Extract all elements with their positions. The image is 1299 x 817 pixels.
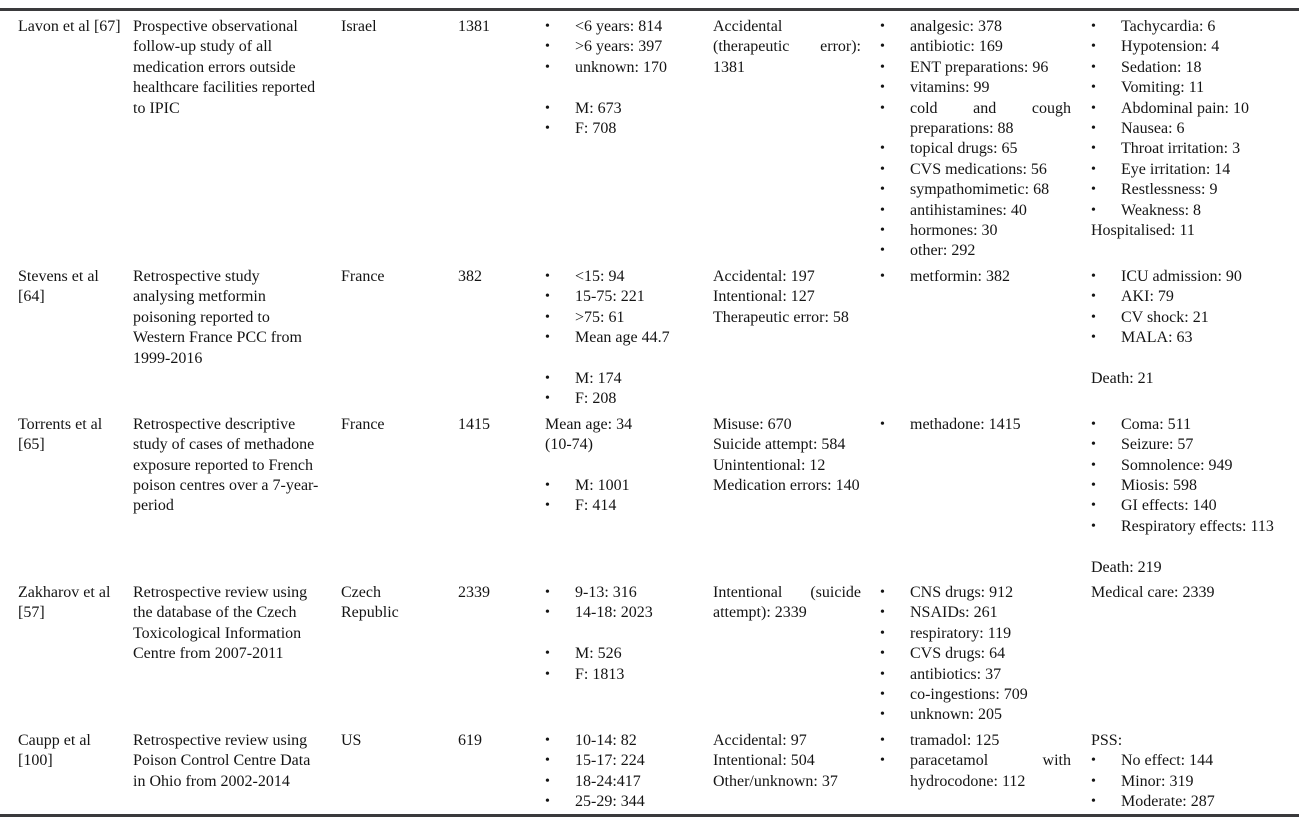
list-item	[1091, 267, 1295, 287]
bullet-icon: •	[1091, 100, 1096, 116]
study-citation: Caupp et al [100]	[18, 731, 91, 770]
list-item	[545, 99, 695, 119]
list-item	[545, 308, 695, 328]
bullet-icon: •	[880, 80, 885, 96]
cell-exposure	[705, 10, 875, 267]
bullet-icon: •	[1091, 794, 1096, 809]
list-item	[1091, 456, 1295, 476]
study-country: US	[341, 731, 362, 749]
list-item	[1091, 139, 1295, 159]
list-item	[545, 58, 695, 78]
text-line: Mean age: 34	[545, 415, 633, 433]
list-item-label: Miosis: 598	[1121, 476, 1198, 494]
cell-description	[133, 10, 341, 267]
cell-drugs	[875, 583, 1085, 731]
bullet-icon: •	[545, 330, 550, 346]
list-item	[1091, 17, 1295, 37]
list-item	[880, 267, 1071, 287]
list-item	[880, 415, 1071, 435]
cell-n	[458, 10, 530, 267]
list-item-label: co-ingestions: 709	[910, 685, 1028, 703]
study-country: Israel	[341, 18, 377, 35]
list-item-label: paracetamol with hydrocodone: 112	[910, 752, 1071, 790]
list-item	[880, 685, 1071, 705]
table-row	[0, 731, 1299, 816]
list-item-label: 14-18: 2023	[575, 604, 653, 622]
list-item	[880, 241, 1071, 261]
list-item	[545, 476, 695, 496]
cell-age-sex	[530, 415, 705, 583]
exposure-line: Other/unknown: 37	[713, 772, 838, 790]
bullet-icon: •	[545, 268, 550, 284]
cell-study	[0, 731, 133, 816]
list-item-label: Eye irritation: 14	[1121, 160, 1231, 178]
cell-study	[0, 267, 133, 415]
studies-table-body	[0, 10, 1299, 816]
bullet-icon: •	[880, 100, 885, 116]
list-item-label: antibiotic: 169	[910, 38, 1003, 56]
bullet-icon: •	[545, 794, 550, 809]
list-item-label: Restlessness: 9	[1121, 181, 1218, 199]
cell-age-sex	[530, 10, 705, 267]
bullet-icon: •	[545, 753, 550, 769]
study-sample-size: 1381	[458, 18, 490, 35]
exposure-line: Medication errors: 140	[713, 476, 860, 494]
bullet-icon: •	[1091, 182, 1096, 198]
list-item	[545, 287, 695, 307]
list-item-label: <6 years: 814	[575, 18, 663, 35]
list-item-label: Mean age 44.7	[575, 329, 670, 347]
exposure-line: Intentional: 504	[713, 752, 815, 770]
list-item-label: 15-75: 221	[575, 288, 645, 306]
list-item	[1091, 496, 1295, 516]
cell-description	[133, 583, 341, 731]
list-item	[1091, 37, 1295, 57]
study-sample-size: 382	[458, 267, 482, 285]
list-item-label: M: 174	[575, 369, 622, 387]
bullet-icon: •	[1091, 773, 1096, 789]
blank-line	[545, 349, 695, 369]
bullet-icon: •	[880, 223, 885, 239]
bullet-icon: •	[545, 391, 550, 407]
bullet-icon: •	[880, 625, 885, 641]
list-item	[1091, 772, 1295, 792]
list-item	[880, 78, 1071, 98]
list-item	[880, 624, 1071, 644]
bullet-icon: •	[545, 121, 550, 137]
list-item-label: ENT preparations: 96	[910, 58, 1049, 76]
cell-study	[0, 415, 133, 583]
list-item-label: Moderate: 287	[1121, 793, 1215, 810]
exposure-line: Intentional: 127	[713, 288, 815, 306]
bullet-icon: •	[545, 39, 550, 55]
list-item	[545, 267, 695, 287]
study-sample-size: 619	[458, 731, 482, 749]
list-item-label: F: 414	[575, 497, 617, 515]
cell-exposure	[705, 583, 875, 731]
list-item-label: respiratory: 119	[910, 624, 1012, 642]
bullet-icon: •	[1091, 498, 1096, 514]
list-item-label: 10-14: 82	[575, 731, 637, 749]
study-description: Retrospective descriptive study of cases of methadone exposure reported to French poison centres over a 7-year-period	[133, 415, 319, 515]
list-item-label: M: 526	[575, 645, 622, 663]
bullet-icon: •	[545, 666, 550, 682]
list-item	[880, 603, 1071, 623]
list-item	[545, 665, 695, 685]
cell-description	[133, 415, 341, 583]
cell-n	[458, 731, 530, 816]
bullet-icon: •	[1091, 268, 1096, 284]
bullet-icon: •	[545, 732, 550, 748]
bullet-icon: •	[880, 666, 885, 682]
list-item-label: Hypotension: 4	[1121, 38, 1220, 56]
list-item	[545, 751, 695, 771]
study-description: Retrospective review using Poison Control Centre Data in Ohio from 2002-2014	[133, 731, 311, 790]
study-citation: Zakharov et al [57]	[18, 583, 111, 622]
list-item-label: 18-24:417	[575, 772, 641, 790]
list-item	[880, 583, 1071, 603]
exposure-line: Accidental (therapeutic error): 1381	[713, 18, 861, 76]
bullet-icon: •	[880, 753, 885, 769]
text-line: Medical care: 2339	[1091, 583, 1215, 601]
cell-n	[458, 583, 530, 731]
list-item	[545, 792, 695, 812]
bullet-icon: •	[1091, 437, 1096, 453]
list-item	[545, 328, 695, 348]
list-item-label: metformin: 382	[910, 267, 1010, 285]
bullet-icon: •	[880, 59, 885, 75]
list-item-label: Seizure: 57	[1121, 436, 1194, 454]
blank-line	[1091, 349, 1295, 369]
list-item-label: MALA: 63	[1121, 329, 1193, 347]
cell-outcomes	[1085, 10, 1299, 267]
list-item-label: CVS medications: 56	[910, 160, 1047, 178]
list-item-label: 15-17: 224	[575, 752, 645, 770]
cell-outcomes	[1085, 583, 1299, 731]
table-row	[0, 415, 1299, 583]
exposure-line: Accidental: 97	[713, 731, 807, 749]
list-item	[880, 17, 1071, 37]
cell-drugs	[875, 415, 1085, 583]
list-item-label: GI effects: 140	[1121, 497, 1217, 515]
list-item-label: F: 1813	[575, 665, 625, 683]
list-item-label: CVS drugs: 64	[910, 645, 1006, 663]
bullet-icon: •	[1091, 80, 1096, 96]
list-item-label: hormones: 30	[910, 222, 998, 240]
list-item	[545, 644, 695, 664]
list-item	[545, 37, 695, 57]
cell-exposure	[705, 415, 875, 583]
list-item	[1091, 435, 1295, 455]
study-sample-size: 2339	[458, 583, 490, 601]
table-row	[0, 583, 1299, 731]
blank-line	[1091, 537, 1295, 557]
list-item-label: 9-13: 316	[575, 583, 637, 601]
bullet-icon: •	[545, 100, 550, 116]
list-item-label: Tachycardia: 6	[1121, 18, 1216, 35]
list-item	[1091, 415, 1295, 435]
bullet-icon: •	[545, 19, 550, 34]
cell-age-sex	[530, 731, 705, 816]
study-country: Czech Republic	[341, 583, 399, 622]
bullet-icon: •	[880, 19, 885, 34]
exposure-line: Intentional (suicide attempt): 2339	[713, 583, 861, 622]
bullet-icon: •	[1091, 202, 1096, 218]
bullet-icon: •	[1091, 39, 1096, 55]
text-line: PSS:	[1091, 731, 1123, 749]
list-item	[1091, 517, 1295, 537]
bullet-icon: •	[545, 289, 550, 305]
bullet-icon: •	[880, 202, 885, 218]
bullet-icon: •	[880, 39, 885, 55]
list-item-label: NSAIDs: 261	[910, 604, 998, 622]
cell-exposure	[705, 267, 875, 415]
cell-age-sex	[530, 583, 705, 731]
bullet-icon: •	[1091, 19, 1096, 34]
bullet-icon: •	[880, 584, 885, 600]
bullet-icon: •	[880, 161, 885, 177]
bullet-icon: •	[1091, 309, 1096, 325]
bullet-icon: •	[880, 686, 885, 702]
study-description: Retrospective study analysing metformin poisoning reported to Western France PCC from 1999-2016	[133, 267, 302, 367]
list-item	[880, 37, 1071, 57]
exposure-line: Unintentional: 12	[713, 456, 826, 474]
bullet-icon: •	[1091, 416, 1096, 432]
list-item	[545, 496, 695, 516]
bullet-icon: •	[1091, 141, 1096, 157]
list-item	[880, 665, 1071, 685]
list-item-label: Throat irritation: 3	[1121, 140, 1241, 158]
list-item	[880, 705, 1071, 725]
bullet-icon: •	[1091, 518, 1096, 534]
blank-line	[545, 78, 695, 98]
bullet-icon: •	[545, 605, 550, 621]
list-item-label: >6 years: 397	[575, 38, 663, 56]
list-item-label: unknown: 205	[910, 706, 1002, 724]
list-item	[545, 772, 695, 792]
list-item	[880, 644, 1071, 664]
study-description: Prospective observational follow-up study of all medication errors outside healthcare facilities reported to IPIC	[133, 18, 316, 117]
bullet-icon: •	[545, 370, 550, 386]
list-item-label: ICU admission: 90	[1121, 267, 1242, 285]
bullet-icon: •	[880, 182, 885, 198]
cell-drugs	[875, 10, 1085, 267]
list-item	[1091, 751, 1295, 771]
exposure-line: Misuse: 670	[713, 415, 792, 433]
bullet-icon: •	[545, 498, 550, 514]
bullet-icon: •	[880, 243, 885, 259]
table-row	[0, 267, 1299, 415]
cell-country	[341, 267, 458, 415]
list-item-label: Weakness: 8	[1121, 201, 1202, 219]
bullet-icon: •	[880, 707, 885, 723]
study-citation: Stevens et al [64]	[18, 267, 99, 306]
cell-description	[133, 267, 341, 415]
bullet-icon: •	[1091, 121, 1096, 137]
text-line: (10-74)	[545, 436, 593, 454]
cell-drugs	[875, 731, 1085, 816]
list-item	[1091, 792, 1295, 812]
bullet-icon: •	[1091, 59, 1096, 75]
exposure-line: Accidental: 197	[713, 267, 815, 285]
list-item-label: F: 208	[575, 390, 617, 408]
bullet-icon: •	[1091, 330, 1096, 346]
list-item-label: M: 1001	[575, 476, 630, 494]
studies-table	[0, 8, 1299, 817]
list-item-label: Respiratory effects: 113	[1121, 517, 1274, 535]
bullet-icon: •	[880, 646, 885, 662]
bullet-icon: •	[1091, 477, 1096, 493]
list-item-label: No effect: 144	[1121, 752, 1214, 770]
bullet-icon: •	[545, 584, 550, 600]
study-sample-size: 1415	[458, 415, 490, 433]
list-item	[545, 389, 695, 409]
bullet-icon: •	[880, 416, 885, 432]
list-item-label: >75: 61	[575, 308, 625, 326]
exposure-line: Therapeutic error: 58	[713, 308, 849, 326]
list-item-label: Sedation: 18	[1121, 58, 1202, 76]
bullet-icon: •	[1091, 457, 1096, 473]
cell-description	[133, 731, 341, 816]
list-item-label: <15: 94	[575, 267, 625, 285]
list-item	[1091, 160, 1295, 180]
list-item-label: vitamins: 99	[910, 79, 990, 97]
list-item-label: AKI: 79	[1121, 288, 1174, 306]
list-item-label: M: 673	[575, 99, 622, 117]
list-item-label: antihistamines: 40	[910, 201, 1027, 219]
list-item	[1091, 308, 1295, 328]
cell-age-sex	[530, 267, 705, 415]
list-item	[545, 583, 695, 603]
list-item-label: F: 708	[575, 120, 617, 138]
study-country: France	[341, 267, 385, 285]
list-item	[880, 99, 1071, 140]
list-item-label: 25-29: 344	[575, 793, 645, 810]
list-item	[880, 139, 1071, 159]
list-item-label: CV shock: 21	[1121, 308, 1209, 326]
bullet-icon: •	[545, 773, 550, 789]
list-item-label: antibiotics: 37	[910, 665, 1002, 683]
cell-exposure	[705, 731, 875, 816]
list-item-label: Minor: 319	[1121, 772, 1194, 790]
list-item-label: cold and cough preparations: 88	[910, 99, 1071, 138]
list-item-label: Nausea: 6	[1121, 120, 1185, 138]
bullet-icon: •	[545, 477, 550, 493]
list-item	[1091, 119, 1295, 139]
list-item-label: analgesic: 378	[910, 18, 1002, 35]
cell-country	[341, 415, 458, 583]
list-item	[1091, 58, 1295, 78]
list-item	[1091, 201, 1295, 221]
bullet-icon: •	[880, 605, 885, 621]
list-item-label: topical drugs: 65	[910, 140, 1018, 158]
cell-n	[458, 267, 530, 415]
study-description: Retrospective review using the database of the Czech Toxicological Information Centre from 2007-2011	[133, 583, 308, 663]
cell-study	[0, 583, 133, 731]
study-citation: Torrents et al [65]	[18, 415, 103, 454]
study-citation: Lavon et al [67]	[18, 18, 121, 35]
bullet-icon: •	[1091, 289, 1096, 305]
list-item	[880, 221, 1071, 241]
cell-outcomes	[1085, 731, 1299, 816]
bullet-icon: •	[880, 732, 885, 748]
list-item	[1091, 180, 1295, 200]
list-item	[880, 58, 1071, 78]
list-item-label: other: 292	[910, 242, 976, 260]
cell-outcomes	[1085, 267, 1299, 415]
list-item	[545, 119, 695, 139]
bullet-icon: •	[880, 268, 885, 284]
list-item	[545, 731, 695, 751]
cell-outcomes	[1085, 415, 1299, 583]
list-item	[1091, 287, 1295, 307]
bullet-icon: •	[545, 59, 550, 75]
cell-country	[341, 731, 458, 816]
list-item	[545, 17, 695, 37]
study-country: France	[341, 415, 385, 433]
list-item	[1091, 476, 1295, 496]
list-item	[545, 369, 695, 389]
list-item-label: unknown: 170	[575, 58, 667, 76]
blank-line	[545, 624, 695, 644]
cell-country	[341, 10, 458, 267]
bullet-icon: •	[1091, 753, 1096, 769]
exposure-line: Suicide attempt: 584	[713, 436, 846, 454]
list-item-label: Abdominal pain: 10	[1121, 99, 1249, 117]
list-item	[1091, 78, 1295, 98]
list-item	[880, 201, 1071, 221]
list-item	[880, 751, 1071, 792]
table-row	[0, 10, 1299, 267]
cell-country	[341, 583, 458, 731]
bullet-icon: •	[545, 309, 550, 325]
list-item	[880, 180, 1071, 200]
list-item	[1091, 328, 1295, 348]
bullet-icon: •	[1091, 161, 1096, 177]
list-item-label: Coma: 511	[1121, 415, 1192, 433]
list-item-label: tramadol: 125	[910, 731, 1000, 749]
cell-n	[458, 415, 530, 583]
bullet-icon: •	[545, 646, 550, 662]
cell-study	[0, 10, 133, 267]
list-item-label: Somnolence: 949	[1121, 456, 1233, 474]
list-item-label: sympathomimetic: 68	[910, 181, 1050, 199]
blank-line	[545, 456, 695, 476]
text-line: Death: 21	[1091, 369, 1154, 387]
list-item	[545, 603, 695, 623]
text-line: Hospitalised: 11	[1091, 222, 1195, 240]
list-item	[1091, 99, 1295, 119]
bullet-icon: •	[880, 141, 885, 157]
text-line: Death: 219	[1091, 558, 1162, 576]
list-item-label: methadone: 1415	[910, 415, 1021, 433]
list-item	[880, 160, 1071, 180]
list-item-label: Vomiting: 11	[1121, 79, 1205, 97]
list-item-label: CNS drugs: 912	[910, 583, 1014, 601]
cell-drugs	[875, 267, 1085, 415]
list-item	[880, 731, 1071, 751]
